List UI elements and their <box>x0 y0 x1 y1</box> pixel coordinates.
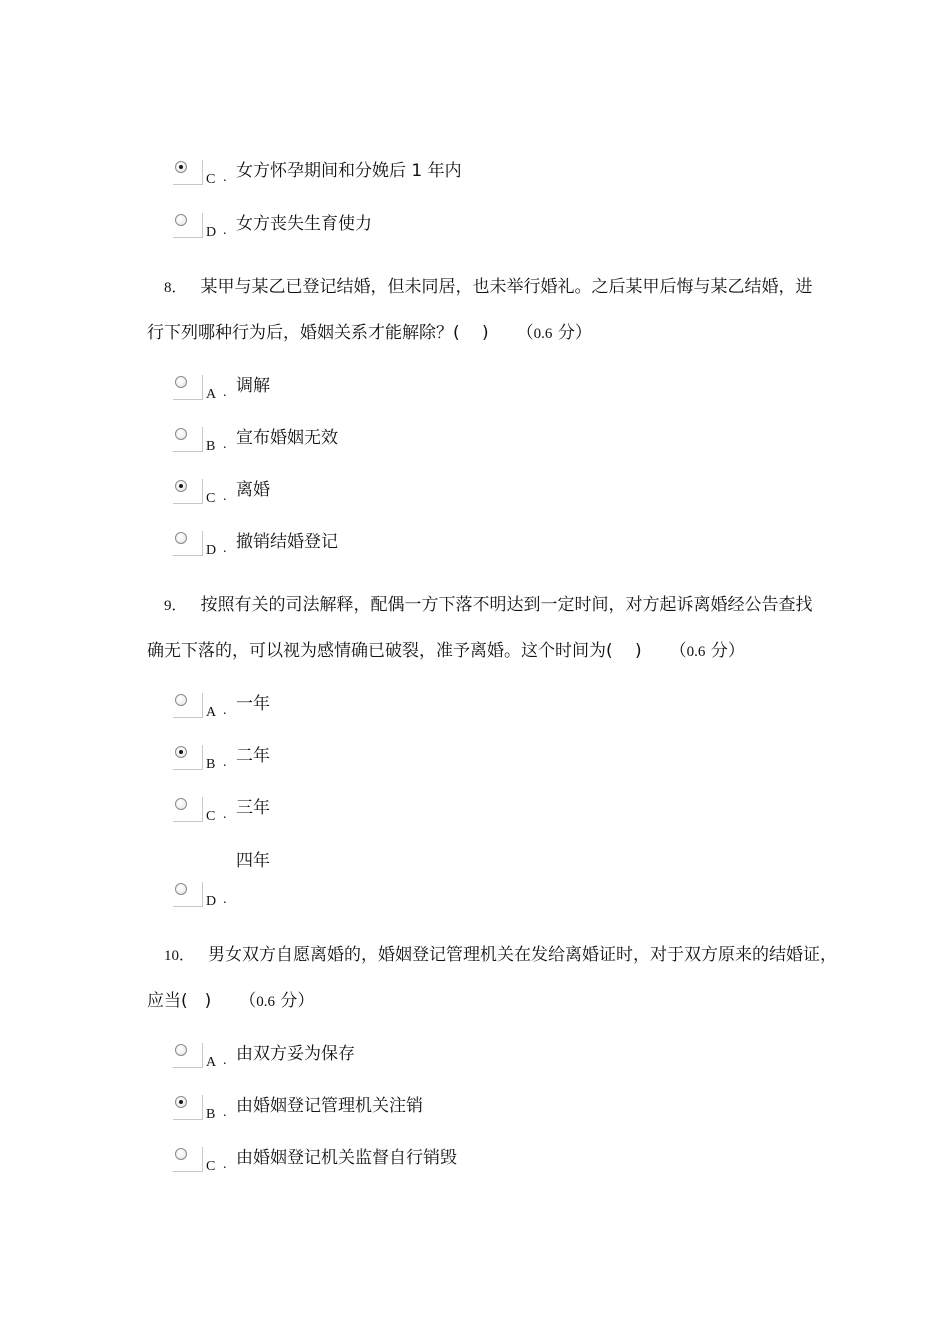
option-text: 三年 <box>236 798 270 818</box>
q8-option-c[interactable] <box>173 479 593 509</box>
q8-question-line2 <box>147 322 592 345</box>
option-letter: A <box>206 387 217 402</box>
q8-question-line1 <box>147 276 813 299</box>
radio-button-icon <box>175 214 187 226</box>
radio-button-icon <box>175 1148 187 1160</box>
q10-option-a[interactable] <box>173 1043 593 1073</box>
q9-option-d-radio[interactable] <box>173 882 203 907</box>
q8-option-d[interactable] <box>173 531 593 561</box>
q10-option-b[interactable] <box>173 1095 593 1125</box>
radio-button-icon <box>175 798 187 810</box>
q9-text-line2: 确无下落的，可以视为感情确已破裂，准予离婚。这个时间为( ) <box>147 641 642 661</box>
option-letter: C <box>206 1159 216 1174</box>
option-letter: A <box>206 705 217 720</box>
option-dot: . <box>223 703 227 718</box>
q9-number: 9． <box>164 598 187 614</box>
radio-button-icon <box>175 746 187 758</box>
q10-option-b-radio[interactable] <box>173 1095 203 1120</box>
q9-option-d[interactable] <box>173 850 593 912</box>
option-dot: . <box>223 1157 227 1172</box>
q9-option-a-radio[interactable] <box>173 693 203 718</box>
option-text: 撤销结婚登记 <box>236 532 338 552</box>
radio-button-icon <box>175 883 187 895</box>
option-dot: . <box>223 223 227 238</box>
option-letter: A <box>206 1055 217 1070</box>
radio-selected-dot <box>179 1100 183 1104</box>
q9-question-line2 <box>147 640 745 663</box>
score-value: 0.6 <box>256 994 276 1010</box>
q9-option-b[interactable] <box>173 745 593 775</box>
q8-score <box>517 323 592 343</box>
q10-number: 10． <box>164 948 195 964</box>
q7-option-d[interactable] <box>173 213 593 243</box>
q8-number: 8． <box>164 280 187 296</box>
radio-button-icon <box>175 694 187 706</box>
option-dot: . <box>223 755 227 770</box>
radio-button-icon <box>175 1096 187 1108</box>
q8-option-a[interactable] <box>173 375 593 405</box>
option-text: 二年 <box>236 746 270 766</box>
score-unit: 分） <box>705 641 745 661</box>
radio-button-icon <box>175 1044 187 1056</box>
q9-question-line1 <box>147 594 813 617</box>
option-letter: B <box>206 1107 216 1122</box>
q10-question-line2 <box>147 990 314 1013</box>
q8-option-d-radio[interactable] <box>173 531 203 556</box>
option-dot: . <box>223 437 227 452</box>
option-letter: C <box>206 172 216 187</box>
q10-question-line1 <box>147 944 837 967</box>
option-dot: . <box>223 541 227 556</box>
radio-selected-dot <box>179 484 183 488</box>
option-text: 四年 <box>236 851 270 871</box>
score-unit: 分） <box>552 323 592 343</box>
option-text: 宣布婚姻无效 <box>236 428 338 448</box>
radio-button-icon <box>175 532 187 544</box>
option-letter: D <box>206 225 217 240</box>
score-value: 0.6 <box>686 644 706 660</box>
q7-option-c-radio[interactable] <box>173 160 203 185</box>
q8-option-b-radio[interactable] <box>173 427 203 452</box>
score-unit: 分） <box>275 991 315 1011</box>
q9-option-a[interactable] <box>173 693 593 723</box>
radio-selected-dot <box>179 165 183 169</box>
q8-text-line1: 某甲与某乙已登记结婚，但未同居，也未举行婚礼。之后某甲后悔与某乙结婚，进 <box>200 277 813 297</box>
option-letter: B <box>206 757 216 772</box>
q8-text-line2: 行下列哪种行为后，婚姻关系才能解除？( ) <box>147 323 489 343</box>
q7-option-d-radio[interactable] <box>173 213 203 238</box>
q9-option-c[interactable] <box>173 797 593 827</box>
q8-option-a-radio[interactable] <box>173 375 203 400</box>
q10-option-c-radio[interactable] <box>173 1147 203 1172</box>
score-value: 0.6 <box>533 326 553 342</box>
q10-option-a-radio[interactable] <box>173 1043 203 1068</box>
option-letter: C <box>206 809 216 824</box>
option-dot: . <box>223 807 227 822</box>
q8-option-b[interactable] <box>173 427 593 457</box>
radio-button-icon <box>175 428 187 440</box>
q8-option-c-radio[interactable] <box>173 479 203 504</box>
q10-text-line1: 男女双方自愿离婚的，婚姻登记管理机关在发给离婚证时，对于双方原来的结婚证， <box>208 945 838 965</box>
score-open: （ <box>516 323 534 343</box>
option-text: 一年 <box>236 694 270 714</box>
radio-button-icon <box>175 480 187 492</box>
score-open: （ <box>669 641 687 661</box>
score-open: （ <box>239 991 257 1011</box>
q10-option-c[interactable] <box>173 1147 593 1177</box>
option-letter: D <box>206 543 217 558</box>
radio-selected-dot <box>179 750 183 754</box>
q10-text-line2: 应当( ) <box>147 991 212 1011</box>
radio-button-icon <box>175 376 187 388</box>
option-text: 由婚姻登记机关监督自行销毁 <box>236 1148 457 1168</box>
option-letter: C <box>206 491 216 506</box>
option-text: 女方怀孕期间和分娩后 1 年内 <box>236 161 462 181</box>
q7-option-c[interactable] <box>173 160 593 190</box>
option-text: 调解 <box>236 376 270 396</box>
option-letter: B <box>206 439 216 454</box>
option-dot: . <box>223 385 227 400</box>
q9-option-b-radio[interactable] <box>173 745 203 770</box>
q9-option-c-radio[interactable] <box>173 797 203 822</box>
option-text: 女方丧失生育使力 <box>236 214 372 234</box>
radio-button-icon <box>175 161 187 173</box>
option-text: 由婚姻登记管理机关注销 <box>236 1096 423 1116</box>
option-dot: . <box>223 1053 227 1068</box>
option-letter: D <box>206 894 217 909</box>
q10-score <box>239 991 314 1011</box>
option-text: 离婚 <box>236 480 270 500</box>
option-text: 由双方妥为保存 <box>236 1044 355 1064</box>
q9-score <box>670 641 745 661</box>
option-dot: . <box>223 892 227 907</box>
option-dot: . <box>223 1105 227 1120</box>
option-dot: . <box>223 489 227 504</box>
option-dot: . <box>223 170 227 185</box>
q9-text-line1: 按照有关的司法解释，配偶一方下落不明达到一定时间，对方起诉离婚经公告查找 <box>200 595 813 615</box>
